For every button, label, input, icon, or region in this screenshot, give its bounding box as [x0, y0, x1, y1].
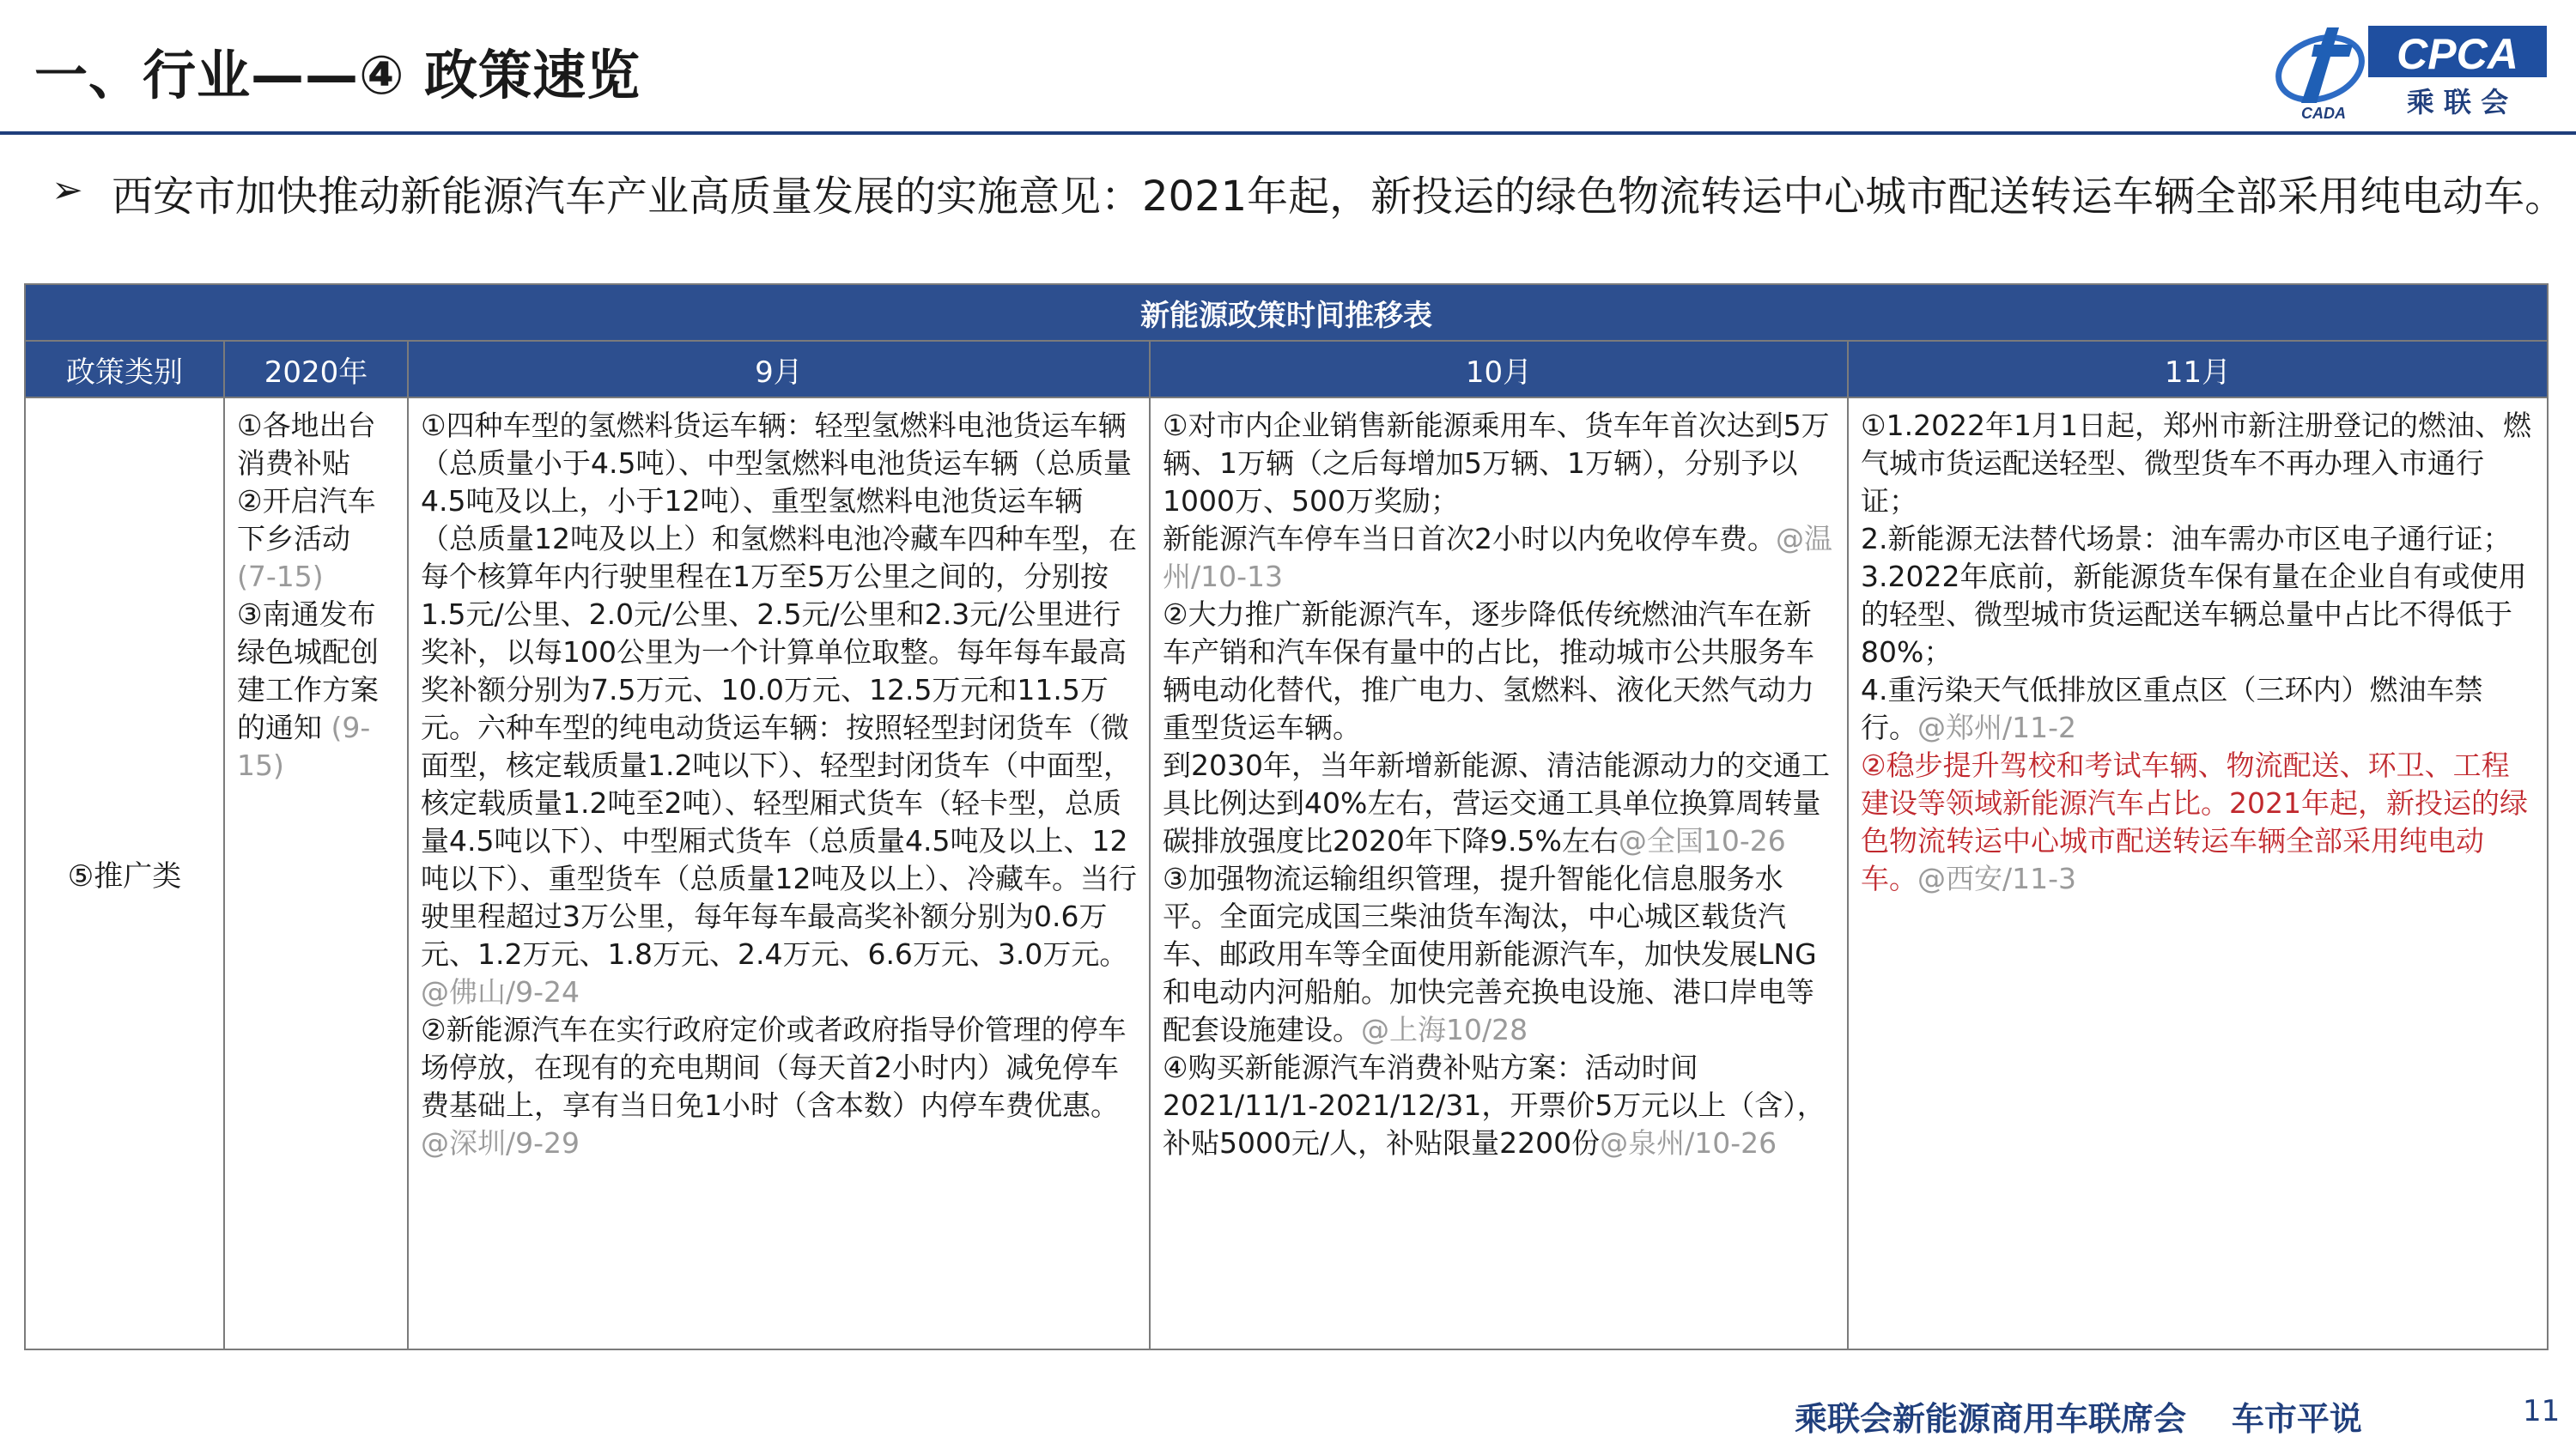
sep-item-1: ①四种车型的氢燃料货运车辆：轻型氢燃料电池货运车辆（总质量小于4.5吨）、中型氢燃料电池货运车辆（总质量4.5吨及以上，小于12吨）、重型氢燃料电池货运车辆（总质量12吨及以上）和氢燃料电池冷藏车四种车型，在每个核算年内行驶里程在1万至5万公里之间的，分别按1.5元/公里、2.0元/公里、2.5元/公里和2.3元/公里进行奖补，以每100公里为一个计算单位取整。每年每车最高奖补额分别为7.5万元、10.0万元、12.5万元和11.5万元。六种车型的纯电动货运车辆：按照轻型封闭货车（微面型，核定载质量1.2吨以下）、轻型封闭货车（中面型，核定载质量1.2吨至2吨）、轻型厢式货车（轻卡型，总质量4.5吨以下）、中型厢式货车（总质量4.5吨及以上、12吨以下）、重型货车（总质量12吨及以上）、冷藏车。当行驶里程超过3万公里，每年每车最高奖补额分别为0.6万元、1.2万元、1.8万元、2.4万元、6.6万元、3.0万元。 — [421, 409, 1137, 971]
oct-item-2: ②大力推广新能源汽车，逐步降低传统燃油汽车在新车产销和汽车保有量中的占比，推动城市公共服务车辆电动化替代，推广电力、氢燃料、液化天然气动力重型货运车辆。 到2030年，当年新增新能源、清洁能源动力的交通工具比例达到40%左右，营运交通工具单位换算周转量碳排放强度比2020年下降9.5%左右 — [1163, 597, 1830, 858]
cell-2020-text: ①各地出台消费补贴 ②开启汽车下乡活动 — [237, 409, 376, 555]
category-cell: ⑤推广类 — [25, 397, 224, 1349]
cell-nov — [1848, 397, 2548, 1349]
source-tag: @温州/10-13 — [1163, 522, 1832, 593]
arrow-bullet-icon: ➢ — [52, 168, 83, 212]
source-tag: @西安/11-3 — [1917, 862, 2077, 895]
cell-sep — [408, 397, 1150, 1349]
source-tag: @佛山/9-24 — [421, 975, 580, 1009]
source-tag: (7-15) — [237, 522, 360, 593]
logo-sub-text: 乘 联 会 — [2406, 86, 2509, 118]
source-tag: @郑州/11-2 — [1917, 711, 2077, 744]
oct-item-1: ①对市内企业销售新能源乘用车、货车年首次达到5万辆、1万辆（之后每增加5万辆、1万辆），分别予以1000万、500万奖励； 新能源汽车停车当日首次2小时以内免收停车费。 — [1163, 409, 1830, 555]
source-tag: @深圳/9-29 — [421, 1126, 580, 1160]
table-banner: 新能源政策时间推移表 — [25, 284, 2548, 341]
source-tag: @全国10-26 — [1618, 824, 1786, 858]
logo-caption-text: CADA — [2301, 105, 2346, 122]
source-tag: @上海10/28 — [1361, 1013, 1528, 1046]
summary-text: 西安市加快推动新能源汽车产业高质量发展的实施意见：2021年起，新投运的绿色物流转运中心城市配送转运车辆全部采用纯电动车。 — [112, 173, 2567, 221]
footer-label: 乘联会新能源商用车联席会 车市平说 — [1795, 1400, 2362, 1438]
oct-item-4: ④购买新能源汽车消费补贴方案：活动时间2021/11/1-2021/12/31，开票价5万元以上（含），补贴5000元/人，补贴限量2200份 — [1163, 1051, 1826, 1160]
page-number: 11 — [2523, 1394, 2561, 1428]
nov-item-1: ①1.2022年1月1日起，郑州市新注册登记的燃油、燃气城市货运配送轻型、微型货车不再办理入市通行证； 2.新能源无法替代场景：油车需办市区电子通行证； 3.2022年底前，新能源货车保有量在企业自有或使用的轻型、微型城市货运配送车辆总量中占比不得低于80%； 4.重污染天气低排放区重点区（三环内）燃油车禁行。 — [1861, 409, 2532, 744]
page-title: 一、行业——④ 政策速览 — [34, 44, 641, 106]
source-tag: @泉州/10-26 — [1600, 1126, 1777, 1160]
cell-oct — [1150, 397, 1848, 1349]
header-sep: 9月 — [408, 341, 1150, 397]
sep-item-2: ②新能源汽车在实行政府定价或者政府指导价管理的停车场停放，在现有的充电期间（每天首2小时内）减免停车费基础上，享有当日免1小时（含本数）内停车费优惠。 — [421, 1013, 1127, 1122]
header-divider — [0, 131, 2576, 135]
cpca-logo — [2267, 19, 2550, 122]
policy-table — [24, 283, 2549, 1350]
logo-cpca-text: CPCA — [2397, 30, 2518, 78]
oct-item-3: ③加强物流运输组织管理，提升智能化信息服务水平。全面完成国三柴油货车淘汰，中心城区载货汽车、邮政用车等全面使用新能源汽车，加快发展LNG和电动内河船舶。加快完善充换电设施、港口岸电等配套设施建设。 — [1163, 862, 1817, 1046]
header-2020: 2020年 — [224, 341, 408, 397]
cada-emblem-icon — [2269, 27, 2370, 111]
nov-item-2-highlight: ②稳步提升驾校和考试车辆、物流配送、环卫、工程建设等领域新能源汽车占比。2021年起，新投运的绿色物流转运中心城市配送转运车辆全部采用纯电动车。 — [1861, 749, 2528, 895]
cell-2020 — [224, 397, 408, 1349]
cell-2020-text-2: ③南通发布绿色城配创建工作方案的通知 — [237, 597, 379, 744]
header-nov: 11月 — [1848, 341, 2548, 397]
source-tag: (9-15) — [237, 711, 371, 782]
header-oct: 10月 — [1150, 341, 1848, 397]
header-category: 政策类别 — [25, 341, 224, 397]
